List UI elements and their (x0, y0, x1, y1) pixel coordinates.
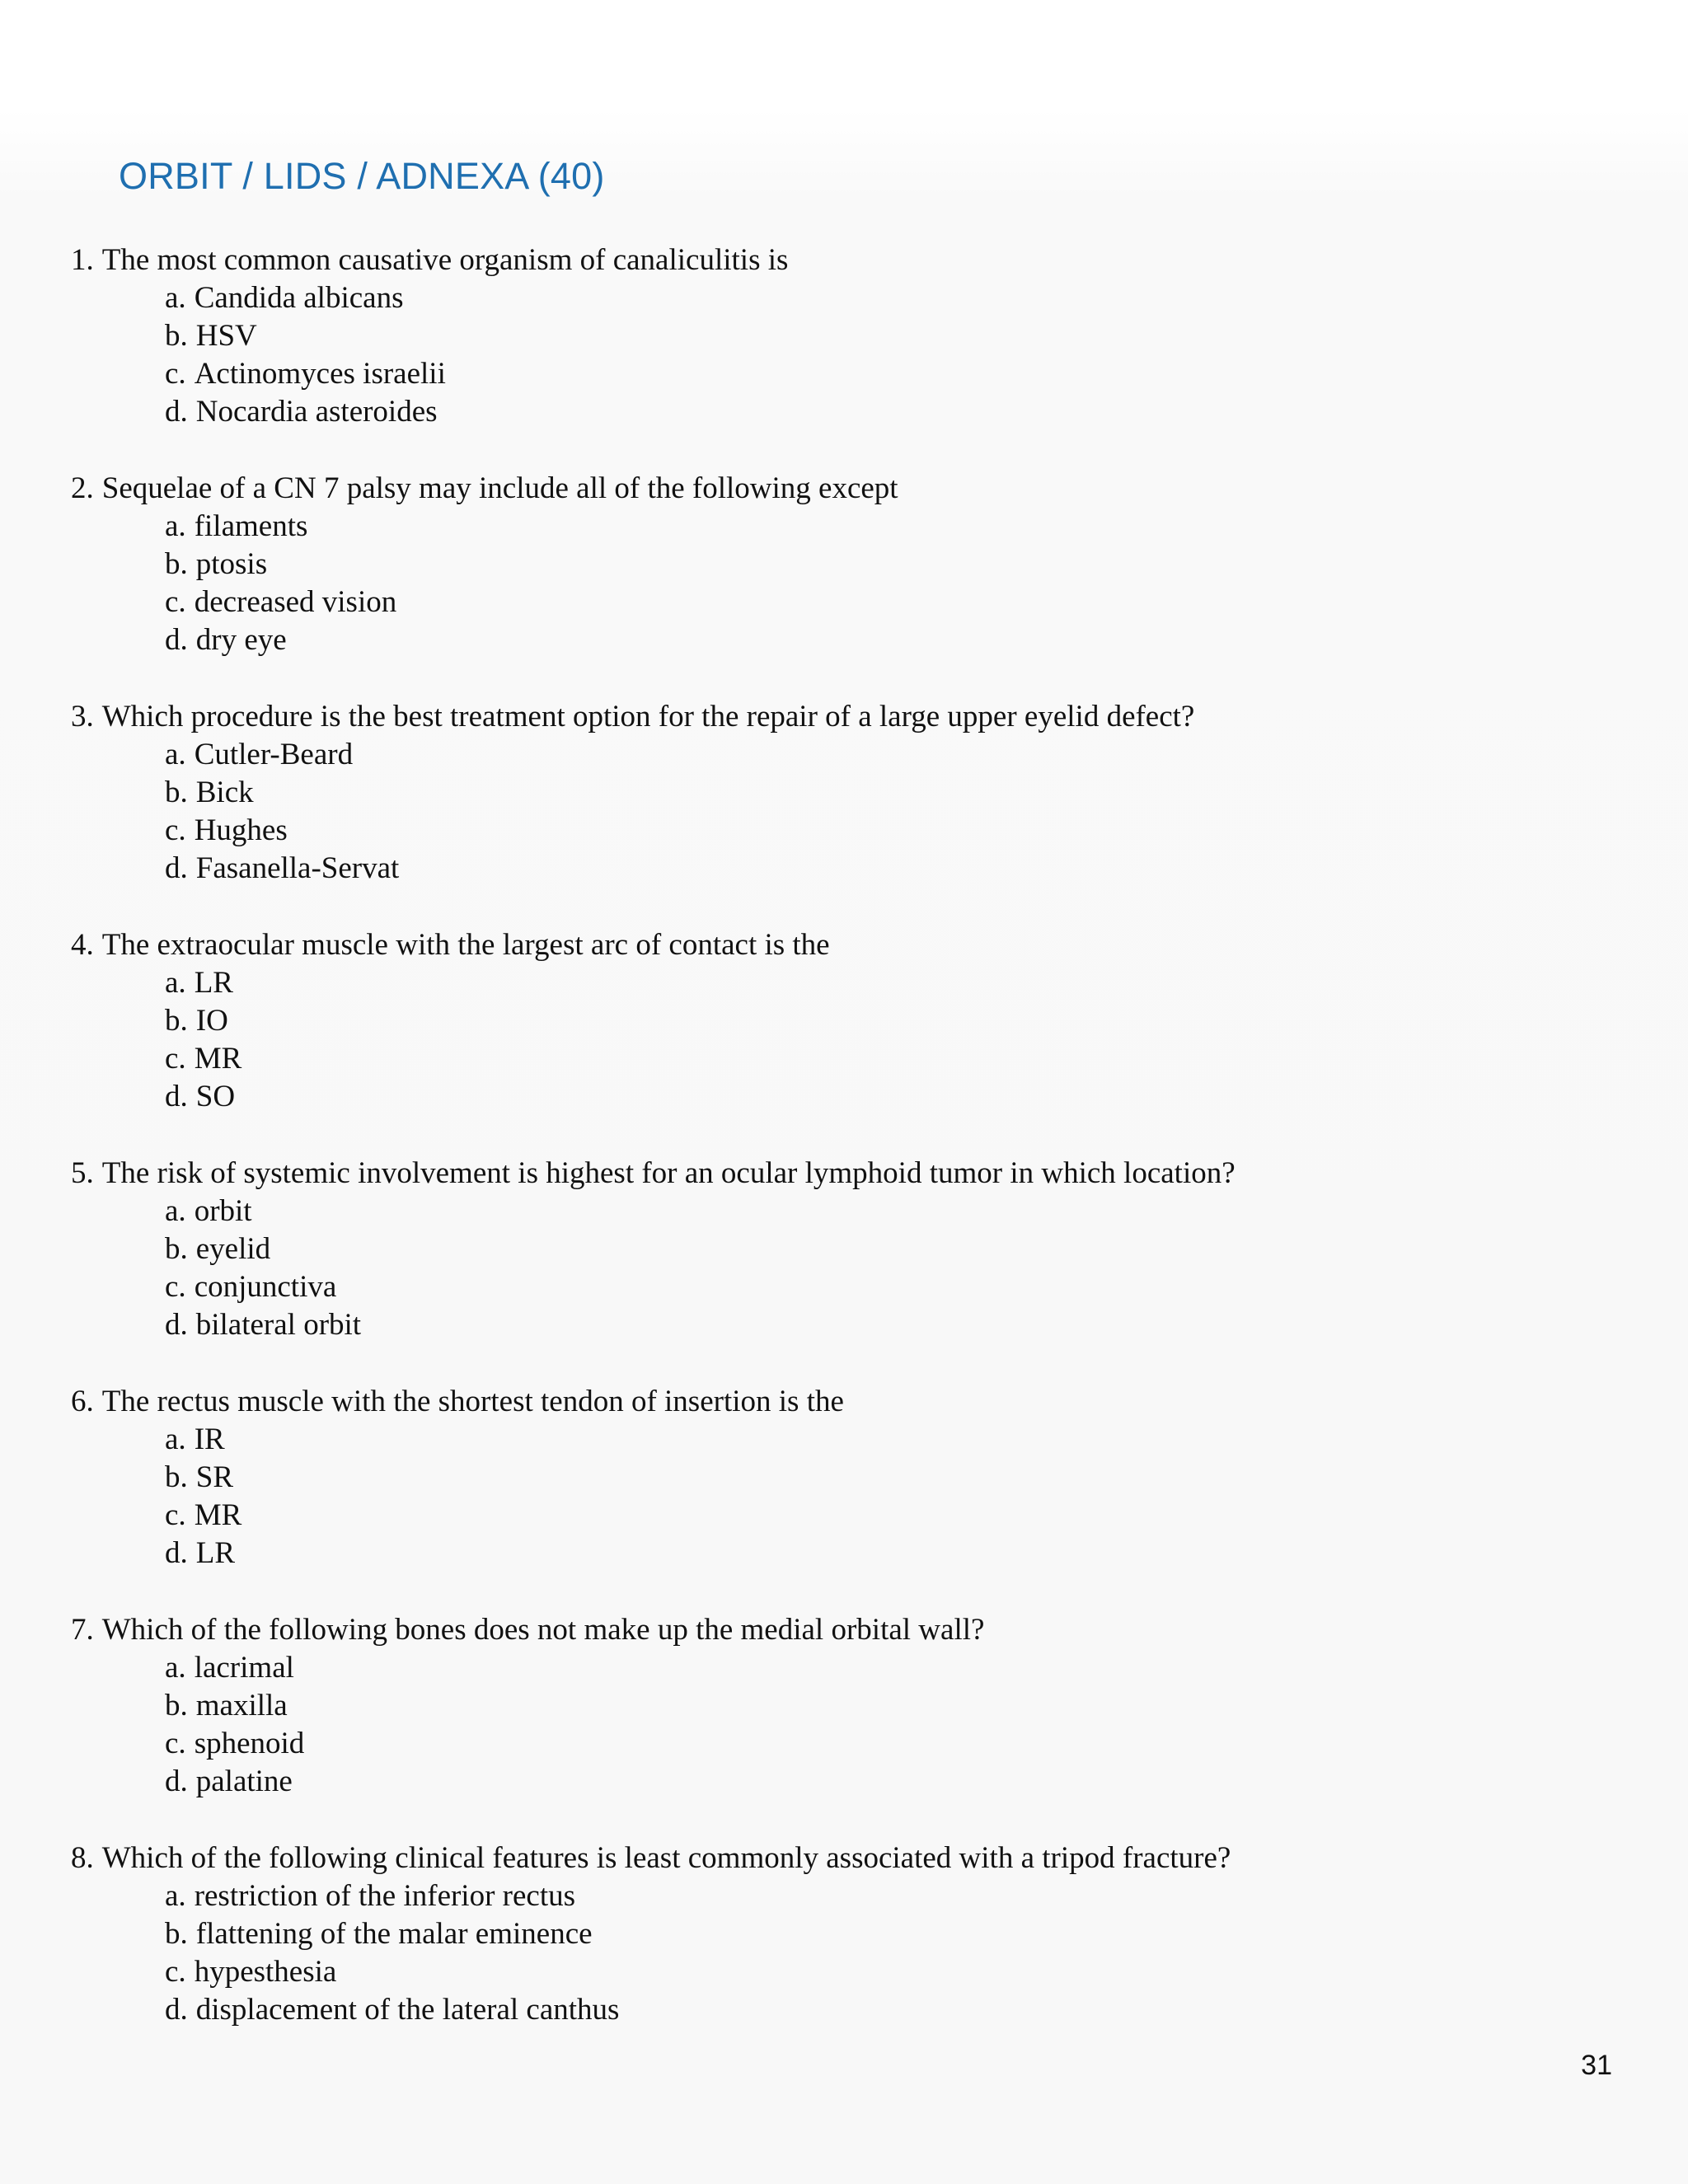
option-text: MR (194, 1498, 242, 1532)
option-text: flattening of the malar eminence (195, 1917, 593, 1951)
question-text: The risk of systemic involvement is highest for an ocular lymphoid tumor in which location? (101, 1156, 1236, 1190)
option-letter: a. (165, 966, 186, 1000)
question-text: Which of the following clinical features is least commonly associated with a tripod fracture? (101, 1841, 1231, 1875)
answer-option-b (71, 1915, 1620, 1953)
answer-option-c (71, 1497, 1620, 1535)
option-letter: d. (165, 395, 188, 429)
question-number: 2. (71, 471, 94, 505)
answer-option-a (71, 1877, 1620, 1915)
question-number: 5. (71, 1156, 94, 1190)
option-text: Actinomyces israelii (194, 357, 446, 391)
option-letter: a. (165, 281, 186, 315)
option-letter: b. (165, 1460, 188, 1494)
option-letter: d. (165, 1536, 188, 1570)
option-text: Hughes (194, 813, 288, 847)
option-text: Fasanella-Servat (195, 851, 400, 885)
answer-option-b (71, 1002, 1620, 1040)
answer-option-d (71, 1078, 1620, 1116)
option-text: MR (194, 1042, 242, 1076)
option-letter: d. (165, 623, 188, 657)
page-number: 31 (1581, 2050, 1612, 2081)
option-letter: b. (165, 1004, 188, 1038)
answer-option-d (71, 1535, 1620, 1572)
option-text: Candida albicans (194, 281, 404, 315)
option-letter: d. (165, 851, 188, 885)
option-text: eyelid (195, 1232, 271, 1266)
option-letter: c. (165, 813, 186, 847)
option-text: palatine (195, 1765, 293, 1798)
question-stem (71, 698, 1620, 736)
option-letter: b. (165, 1917, 188, 1951)
question-5 (71, 1155, 1620, 1344)
answer-option-c (71, 1725, 1620, 1763)
option-text: Cutler-Beard (194, 738, 354, 771)
question-text: Sequelae of a CN 7 palsy may include all of the following except (101, 471, 898, 505)
answer-option-d (71, 1991, 1620, 2029)
answer-option-a (71, 279, 1620, 317)
answer-option-d (71, 393, 1620, 431)
option-letter: a. (165, 509, 186, 543)
answer-option-d (71, 1306, 1620, 1344)
option-letter: c. (165, 1498, 186, 1532)
option-text: sphenoid (194, 1727, 305, 1760)
answer-option-b (71, 774, 1620, 812)
answer-option-a (71, 1649, 1620, 1687)
answer-option-b (71, 1687, 1620, 1725)
answer-option-d (71, 621, 1620, 659)
option-text: SR (195, 1460, 234, 1494)
option-letter: d. (165, 1765, 188, 1798)
answer-option-b (71, 317, 1620, 355)
option-letter: c. (165, 1727, 186, 1760)
option-text: HSV (195, 319, 257, 353)
question-4 (71, 926, 1620, 1116)
option-letter: b. (165, 1689, 188, 1722)
question-stem (71, 926, 1620, 964)
option-text: Bick (195, 776, 254, 809)
question-stem (71, 1383, 1620, 1421)
option-text: SO (195, 1080, 236, 1113)
question-text: The most common causative organism of canaliculitis is (101, 243, 789, 277)
answer-option-c (71, 583, 1620, 621)
option-text: decreased vision (194, 585, 397, 619)
option-letter: a. (165, 1879, 186, 1913)
option-letter: d. (165, 1993, 188, 2027)
question-stem (71, 241, 1620, 279)
answer-option-d (71, 850, 1620, 888)
option-letter: a. (165, 1422, 186, 1456)
question-number: 1. (71, 243, 94, 277)
option-text: dry eye (195, 623, 287, 657)
answer-option-b (71, 1459, 1620, 1497)
option-text: LR (195, 1536, 236, 1570)
question-number: 3. (71, 700, 94, 733)
question-stem (71, 470, 1620, 508)
option-text: LR (194, 966, 233, 1000)
option-text: Nocardia asteroides (195, 395, 438, 429)
option-text: filaments (194, 509, 308, 543)
option-text: displacement of the lateral canthus (195, 1993, 620, 2027)
question-stem (71, 1840, 1620, 1877)
option-letter: a. (165, 1651, 186, 1685)
option-text: ptosis (195, 547, 268, 581)
option-text: bilateral orbit (195, 1308, 362, 1342)
option-letter: d. (165, 1308, 188, 1342)
answer-option-c (71, 1268, 1620, 1306)
question-1 (71, 241, 1620, 431)
option-text: hypesthesia (194, 1955, 337, 1989)
question-stem (71, 1611, 1620, 1649)
answer-option-b (71, 546, 1620, 583)
option-text: orbit (194, 1194, 252, 1228)
answer-option-d (71, 1763, 1620, 1801)
answer-option-a (71, 736, 1620, 774)
option-text: restriction of the inferior rectus (194, 1879, 576, 1913)
question-3 (71, 698, 1620, 888)
answer-option-c (71, 812, 1620, 850)
option-text: IO (195, 1004, 228, 1038)
option-letter: d. (165, 1080, 188, 1113)
question-stem (71, 1155, 1620, 1193)
option-letter: b. (165, 776, 188, 809)
option-text: lacrimal (194, 1651, 294, 1685)
answer-option-c (71, 1953, 1620, 1991)
option-letter: a. (165, 1194, 186, 1228)
question-number: 8. (71, 1841, 94, 1875)
question-8 (71, 1840, 1620, 2029)
option-letter: c. (165, 585, 186, 619)
option-letter: c. (165, 1042, 186, 1076)
question-text: The rectus muscle with the shortest tendon of insertion is the (101, 1385, 844, 1418)
question-number: 7. (71, 1613, 94, 1647)
option-text: IR (194, 1422, 225, 1456)
answer-option-a (71, 1193, 1620, 1230)
question-2 (71, 470, 1620, 659)
answer-option-c (71, 355, 1620, 393)
option-letter: c. (165, 357, 186, 391)
question-number: 4. (71, 928, 94, 962)
option-letter: b. (165, 1232, 188, 1266)
answer-option-a (71, 1421, 1620, 1459)
question-text: The extraocular muscle with the largest arc of contact is the (101, 928, 830, 962)
question-6 (71, 1383, 1620, 1572)
answer-option-c (71, 1040, 1620, 1078)
answer-option-a (71, 964, 1620, 1002)
option-text: conjunctiva (194, 1270, 337, 1304)
option-letter: a. (165, 738, 186, 771)
option-letter: c. (165, 1955, 186, 1989)
option-text: maxilla (195, 1689, 288, 1722)
question-text: Which procedure is the best treatment option for the repair of a large upper eyelid defect? (101, 700, 1195, 733)
question-text: Which of the following bones does not make up the medial orbital wall? (101, 1613, 985, 1647)
section-title: ORBIT / LIDS / ADNEXA (40) (119, 155, 605, 197)
question-number: 6. (71, 1385, 94, 1418)
option-letter: b. (165, 547, 188, 581)
question-7 (71, 1611, 1620, 1801)
answer-option-b (71, 1230, 1620, 1268)
option-letter: c. (165, 1270, 186, 1304)
option-letter: b. (165, 319, 188, 353)
answer-option-a (71, 508, 1620, 546)
